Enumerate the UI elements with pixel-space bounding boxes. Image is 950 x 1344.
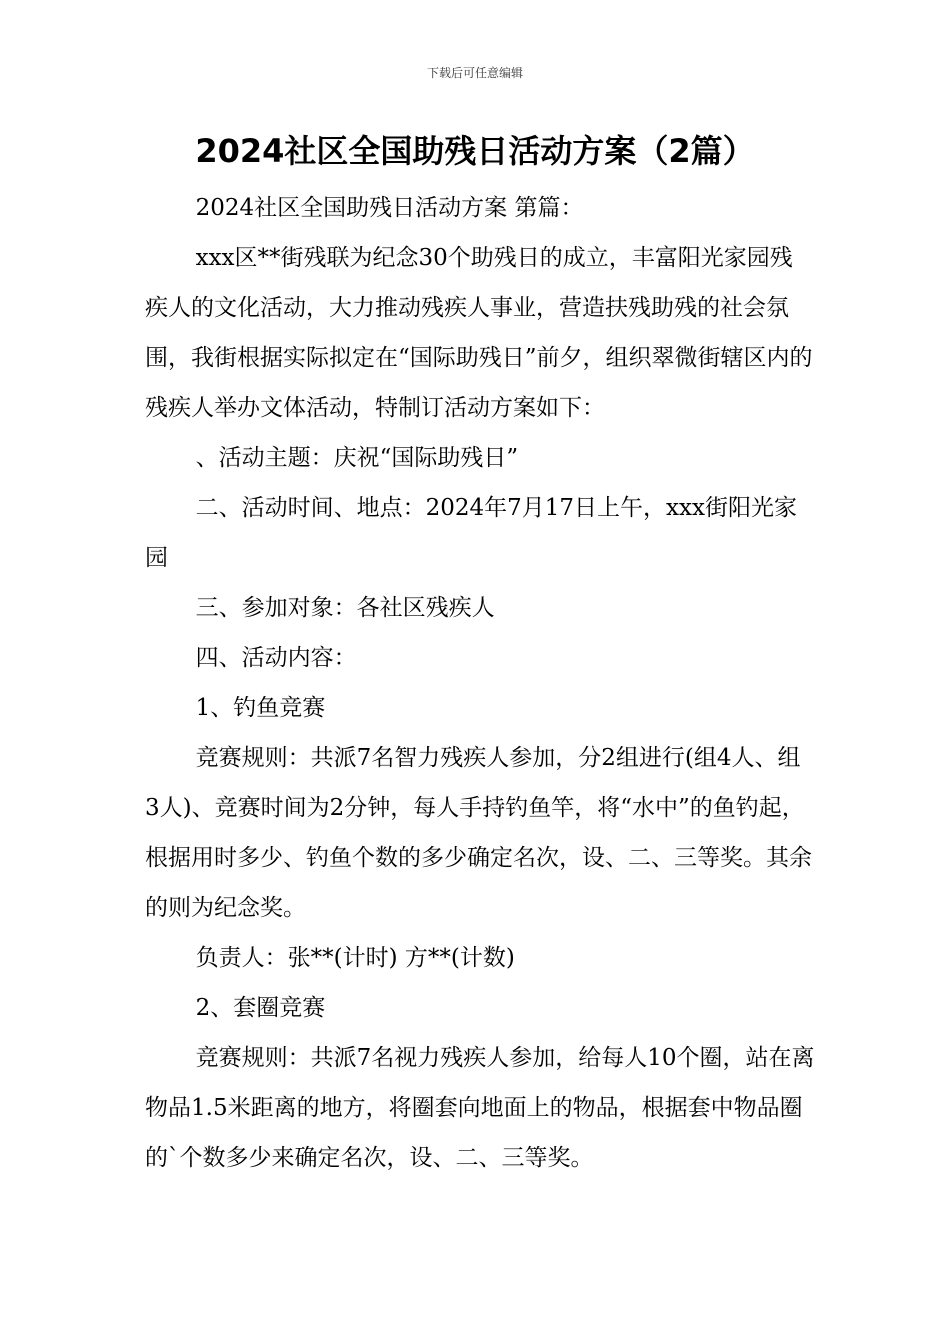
paragraph-fishing-rules: 竞赛规则：共派7名智力残疾人参加，分2组进行(组4人、组3人)、竞赛时间为2分钟，每人手持钓鱼竿，将“水中”的鱼钓起，根据用时多少、钓鱼个数的多少确定名次，设、二、三等奖。其余的则为纪念奖。 [145,745,812,921]
document-title: 2024社区全国助残日活动方案（2篇） [195,132,755,170]
paragraph-ring-toss-heading: 2、套圈竞赛 [195,995,326,1021]
paragraph-theme: 、活动主题：庆祝“国际助残日” [195,445,519,471]
paragraph-participants: 三、参加对象：各社区残疾人 [195,595,495,621]
paragraph-subtitle: 2024社区全国助残日活动方案 第篇： [195,195,584,221]
header-note: 下载后可任意编辑 [426,66,523,80]
document-body [145,183,815,1183]
paragraph-fishing-heading: 1、钓鱼竞赛 [195,695,326,721]
paragraph-intro: xxx区**街残联为纪念30个助残日的成立，丰富阳光家园残疾人的文化活动，大力推动残疾人事业，营造扶残助残的社会氛围，我街根据实际拟定在“国际助残日”前夕，组织翠微街辖区内的残疾人举办文体活动，特制订活动方案如下： [145,245,813,421]
paragraph-responsible: 负责人：张**(计时) 方**(计数) [195,945,515,971]
paragraph-ring-toss-rules: 竞赛规则：共派7名视力残疾人参加，给每人10个圈，站在离物品1.5米距离的地方，将圈套向地面上的物品，根据套中物品圈的`个数多少来确定名次，设、二、三等奖。 [145,1045,815,1171]
paragraph-content-heading: 四、活动内容： [195,645,357,671]
paragraph-time-place: 二、活动时间、地点：2024年7月17日上午，xxx街阳光家园 [145,495,797,571]
